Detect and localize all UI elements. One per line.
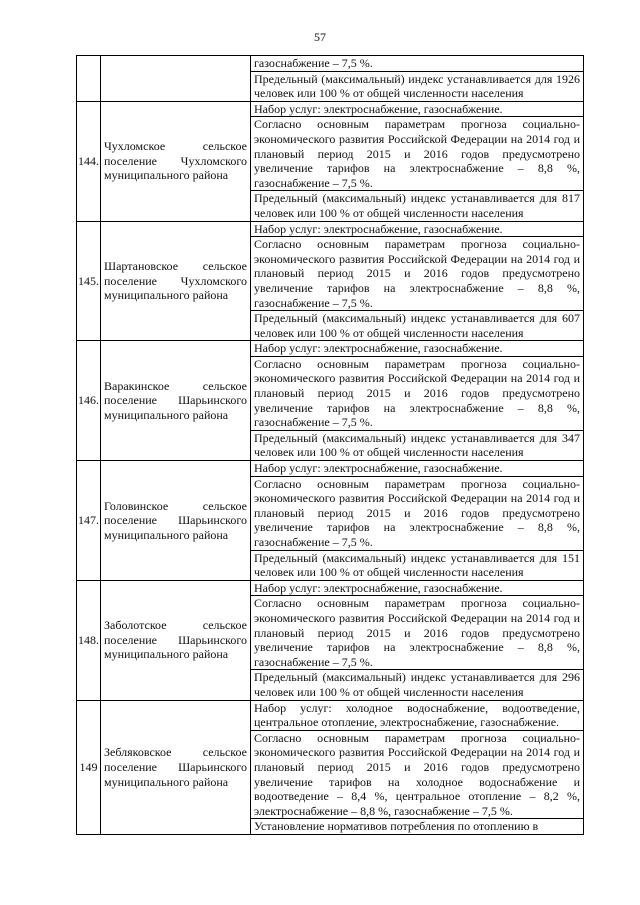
description-paragraph: Предельный (максимальный) индекс устанавливается для 607 человек или 100 % от общей численности населения [251,310,583,340]
settlement-name-word: Шарьинского [178,513,247,528]
settlement-name-word: Зебляковское [104,745,172,760]
settlement-name [101,56,251,102]
settlement-name [101,221,251,341]
row-number: 148. [77,580,101,700]
page-number: 57 [314,30,326,44]
description-paragraph: Согласно основным параметрам прогноза социально-экономического развития Российской Федерации на 2014 год и плановый период 2015 и 2016 годов предусмотрено увеличение тарифов на холодное водоснабжение и водоотведение – 8,4 %, центральное отопление – 8,2 %, электроснабжение – 8,8 %, газоснабжение – 7,5 %. [251,730,583,819]
description-paragraph: Предельный (максимальный) индекс устанавливается для 347 человек или 100 % от общей численности населения [251,430,583,460]
row-number: 147. [77,461,101,581]
settlement-name-word: Головинское [104,498,169,513]
settlement-name-word: Заболотское [104,618,167,633]
settlement-name-line [104,513,247,528]
settlement-name-word: сельское [202,378,247,393]
description-paragraph: Предельный (максимальный) индекс устанавливается для 1926 человек или 100 % от общей численности населения [251,71,583,101]
settlement-name-line [104,139,247,154]
table-row [77,56,584,102]
table-row [77,580,584,700]
row-number: 149 [77,700,101,834]
description-paragraph: Установление нормативов потребления по отоплению в [251,818,583,834]
settlement-name-line [104,408,247,423]
table-row [77,101,584,221]
row-description [251,221,584,341]
description-paragraph: Согласно основным параметрам прогноза социально-экономического развития Российской Федерации на 2014 год и плановый период 2015 и 2016 годов предусмотрено увеличение тарифов на электроснабжение – 8,8 %, газоснабжение – 7,5 %. [251,116,583,190]
settlements-table [76,55,584,835]
settlement-name-word: сельское [202,139,247,154]
row-number: 144. [77,101,101,221]
settlement-name-line [104,259,247,274]
settlement-name-word: муниципального района [104,288,229,303]
description-paragraph: Предельный (максимальный) индекс устанавливается для 296 человек или 100 % от общей численности населения [251,669,583,699]
row-description [251,700,584,834]
settlement-name-word: поселение [104,759,158,774]
table-row [77,700,584,834]
settlement-name-line [104,633,247,648]
table-row [77,461,584,581]
description-paragraph: Набор услуг: электроснабжение, газоснабжение. [254,461,503,476]
settlement-name-line [104,168,247,183]
description-paragraph: Предельный (максимальный) индекс устанавливается для 151 человек или 100 % от общей численности населения [251,550,583,580]
settlement-name-line [104,499,247,514]
settlement-name-line [104,647,247,662]
settlement-name-word: сельское [202,259,247,274]
settlement-name-word: Шарьинского [178,759,247,774]
settlement-name [101,580,251,700]
settlement-name-word: сельское [202,498,247,513]
description-paragraph: Согласно основным параметрам прогноза социально-экономического развития Российской Федерации на 2014 год и плановый период 2015 и 2016 годов предусмотрено увеличение тарифов на электроснабжение – 8,8 %, газоснабжение – 7,5 %. [251,476,583,550]
settlement-name-word: поселение [104,153,158,168]
settlement-name-word: поселение [104,273,158,288]
settlement-name-word: Шарьинского [178,632,247,647]
row-description [251,461,584,581]
settlement-name-word: поселение [104,513,158,528]
row-description [251,56,584,102]
settlement-name-line [104,288,247,303]
settlement-name-word: поселение [104,393,158,408]
settlement-name-line [104,528,247,543]
description-paragraph: Набор услуг: электроснабжение, газоснабжение. [254,341,503,356]
description-paragraph: Набор услуг: электроснабжение, газоснабжение. [254,221,503,236]
settlement-name-word: Шартановское [104,259,179,274]
settlement-name-word: сельское [202,745,247,760]
settlement-name-word: Варакинское [104,378,170,393]
row-description [251,580,584,700]
settlement-name-word: муниципального района [104,168,229,183]
settlement-name-word: муниципального района [104,774,229,789]
settlement-name-word: муниципального района [104,647,229,662]
settlement-name-word: Чухломского [180,273,247,288]
description-paragraph: Предельный (максимальный) индекс устанавливается для 817 человек или 100 % от общей численности населения [251,190,583,220]
description-paragraph: Набор услуг: холодное водоснабжение, водоотведение, центральное отопление, электроснабжение, газоснабжение. [254,700,580,730]
settlement-name-line [104,393,247,408]
settlement-name [101,341,251,461]
description-paragraph: Набор услуг: электроснабжение, газоснабжение. [254,101,503,116]
settlement-name-word: поселение [104,632,158,647]
settlement-name-line [104,745,247,760]
settlement-name-word: Чухломского [180,153,247,168]
row-description [251,101,584,221]
row-description [251,341,584,461]
settlement-name [101,461,251,581]
settlement-name-line [104,274,247,289]
settlement-name-line [104,618,247,633]
description-paragraph: Согласно основным параметрам прогноза социально-экономического развития Российской Федерации на 2014 год и плановый период 2015 и 2016 годов предусмотрено увеличение тарифов на электроснабжение – 8,8 %, газоснабжение – 7,5 %. [251,236,583,310]
table-row [77,221,584,341]
settlement-name [101,700,251,834]
description-paragraph: Согласно основным параметрам прогноза социально-экономического развития Российской Федерации на 2014 год и плановый период 2015 и 2016 годов предусмотрено увеличение тарифов на электроснабжение – 8,8 %, газоснабжение – 7,5 %. [251,595,583,669]
settlement-name-word: муниципального района [104,407,229,422]
description-paragraph: Набор услуг: электроснабжение, газоснабжение. [254,580,503,595]
settlement-name [101,101,251,221]
settlement-name-word: Шарьинского [178,393,247,408]
settlement-name-line [104,775,247,790]
settlement-name-word: муниципального района [104,527,229,542]
description-paragraph: Согласно основным параметрам прогноза социально-экономического развития Российской Федерации на 2014 год и плановый период 2015 и 2016 годов предусмотрено увеличение тарифов на электроснабжение – 8,8 %, газоснабжение – 7,5 %. [251,356,583,430]
row-number: 145. [77,221,101,341]
settlement-name-line [104,760,247,775]
settlement-name-line [104,379,247,394]
settlement-name-line [104,154,247,169]
settlement-name-word: сельское [202,618,247,633]
row-number: 146. [77,341,101,461]
table-row [77,341,584,461]
description-paragraph: газоснабжение – 7,5 %. [254,56,373,70]
settlement-name-word: Чухломское [104,139,166,154]
row-number [77,56,101,102]
